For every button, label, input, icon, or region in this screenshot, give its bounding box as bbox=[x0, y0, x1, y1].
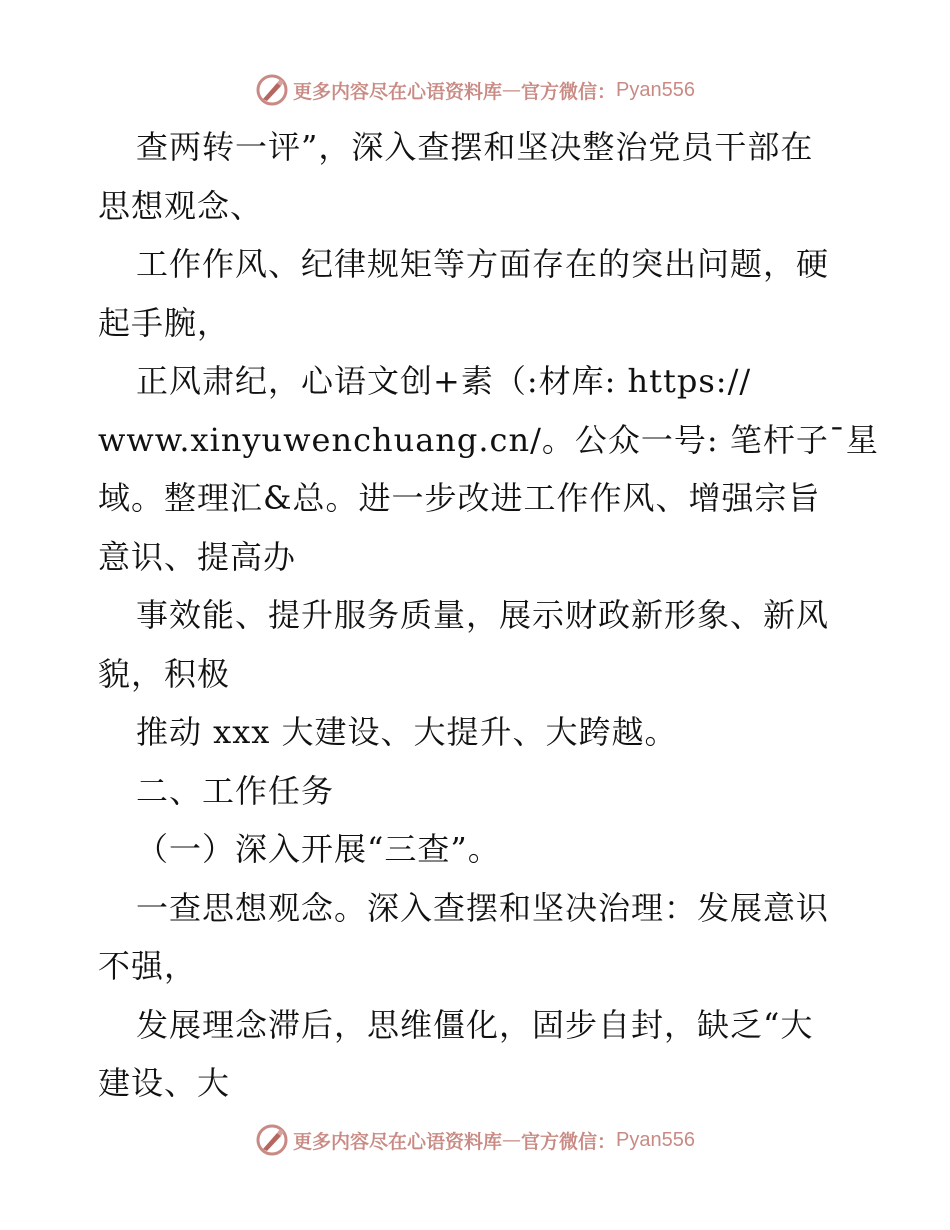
text-line: 起手腕， bbox=[98, 303, 231, 342]
text-line: 查两转一评”，深入查摆和坚决整治党员干部在 bbox=[136, 128, 814, 166]
header-watermark bbox=[0, 70, 950, 110]
footer-watermark-text: 更多内容尽在心语资料库 bbox=[293, 1130, 503, 1153]
header-official-label: 官方微信： bbox=[521, 80, 617, 103]
pen-logo-icon bbox=[255, 1123, 289, 1157]
footer-official-label: 官方微信： bbox=[521, 1130, 617, 1153]
text-line: 思想观念、 bbox=[98, 186, 264, 225]
header-wechat-id: Pyan556 bbox=[616, 78, 695, 101]
text-line: 建设、大 bbox=[98, 1064, 231, 1102]
text-line: 发展理念滞后，思维僵化，固步自封，缺乏“大 bbox=[136, 1005, 814, 1044]
text-line: 不强， bbox=[98, 947, 198, 985]
text-line: 一查思想观念。深入查摆和坚决治理：发展意识 bbox=[136, 888, 830, 927]
text-line: 推动 xxx 大建设、大提升、大跨越。 bbox=[136, 713, 678, 751]
subsection-heading: （一）深入开展“三查”。 bbox=[136, 830, 501, 868]
footer-watermark bbox=[0, 1120, 950, 1160]
text-line: www.xinyuwenchuang.cn/。公众一号: 笔杆子¯星 bbox=[98, 420, 879, 459]
header-separator: — bbox=[502, 79, 522, 101]
text-line: 域。整理汇&总。进一步改进工作作风、增强宗旨 bbox=[98, 479, 821, 517]
text-line: 事效能、提升服务质量，展示财政新形象、新风 bbox=[136, 596, 830, 634]
section-heading: 二、工作任务 bbox=[136, 771, 335, 810]
header-watermark-text: 更多内容尽在心语资料库 bbox=[293, 80, 503, 103]
text-line: 工作作风、纪律规矩等方面存在的突出问题，硬 bbox=[136, 245, 830, 283]
document-body bbox=[98, 118, 879, 1113]
text-line: 貌，积极 bbox=[98, 654, 231, 693]
text-line: 意识、提高办 bbox=[98, 537, 297, 576]
pen-logo-icon bbox=[255, 73, 289, 107]
text-line: 正风肃纪，心语文创+素（:材库: https:// bbox=[136, 362, 752, 400]
footer-separator: — bbox=[502, 1129, 522, 1151]
footer-wechat-id: Pyan556 bbox=[616, 1128, 695, 1151]
